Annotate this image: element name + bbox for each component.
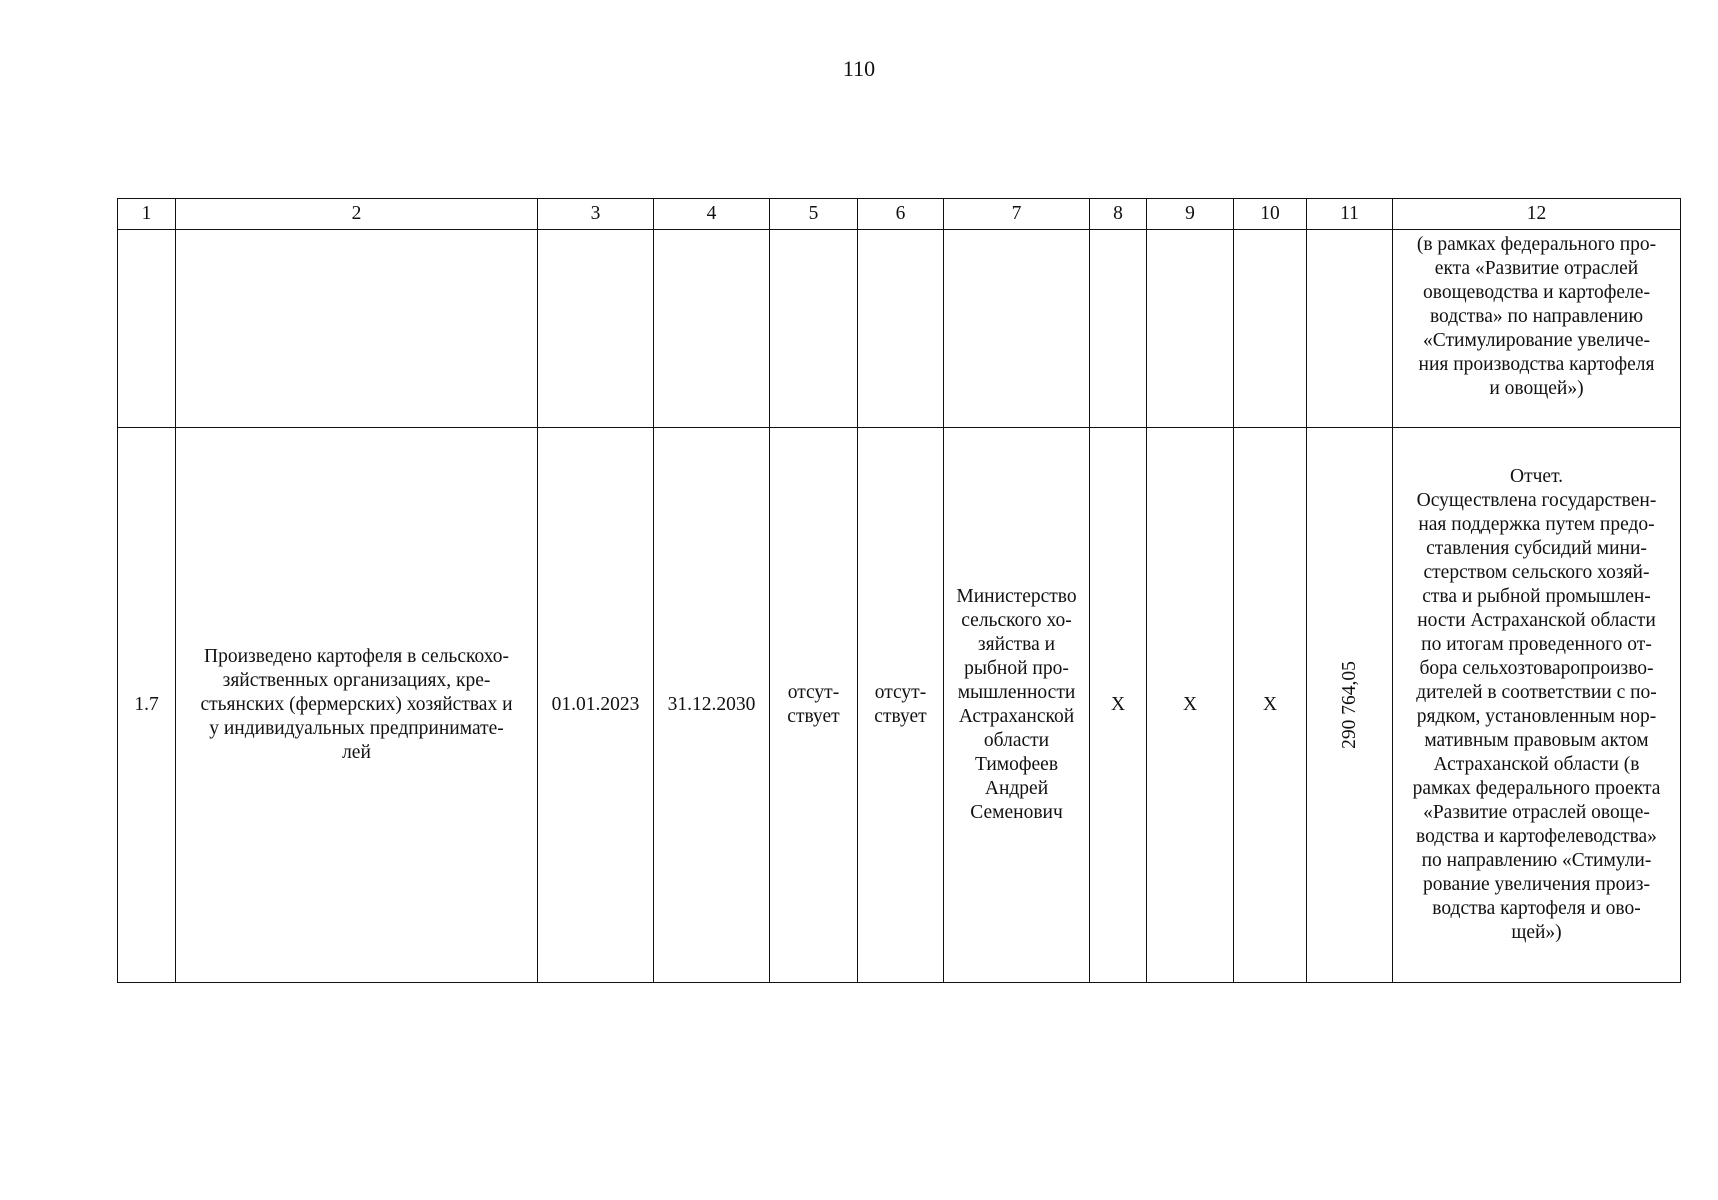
row-amount: 290 764,05 xyxy=(1338,661,1360,749)
cont-cell-7 xyxy=(944,230,1090,428)
cont-cell-10 xyxy=(1234,230,1307,428)
cont-cell-2 xyxy=(176,230,538,428)
row-col10: X xyxy=(1234,428,1307,983)
continuation-report-text: (в рамках федерального про- екта «Развитие отраслей овощеводства и картофеле- водства» по направлению «Стимулирование увеличе- ния производства картофеля и овощей») xyxy=(1393,230,1681,428)
row-description: Произведено картофеля в сельскохо- зяйственных организациях, кре- стьянских (фермерских) хозяйствах и у индивидуальных предпринимате- лей xyxy=(176,428,538,983)
row-start-date: 01.01.2023 xyxy=(538,428,654,983)
column-header-1: 1 xyxy=(118,199,176,230)
row-amount-wrap xyxy=(1310,428,1389,982)
continuation-row xyxy=(118,230,1681,428)
cont-cell-9 xyxy=(1147,230,1234,428)
row-col6: отсут- ствует xyxy=(858,428,944,983)
cont-cell-5 xyxy=(770,230,858,428)
row-end-date: 31.12.2030 xyxy=(654,428,770,983)
column-header-6: 6 xyxy=(858,199,944,230)
column-header-11: 11 xyxy=(1307,199,1393,230)
cont-cell-1 xyxy=(118,230,176,428)
column-header-7: 7 xyxy=(944,199,1090,230)
column-number-row xyxy=(118,199,1681,230)
column-header-12: 12 xyxy=(1393,199,1681,230)
column-header-9: 9 xyxy=(1147,199,1234,230)
row-col8: X xyxy=(1090,428,1147,983)
cont-cell-6 xyxy=(858,230,944,428)
cont-cell-3 xyxy=(538,230,654,428)
row-report: Отчет. Осуществлена государствен- ная поддержка путем предо- ставления субсидий мини- стерством сельского хозяй- ства и рыбной промышлен- ности Астраханской области по итогам проведенного от- бора сельхозтоваропроизво- дителей в соответствии с по- рядком, установленным нор- мативным правовым актом Астраханской области (в рамках федерального проекта «Развитие отраслей овоще- водства и картофелеводства» по направлению «Стимули- рование увеличения произ- водства картофеля и ово- щей») xyxy=(1393,428,1681,983)
plan-table xyxy=(117,198,1681,983)
column-header-5: 5 xyxy=(770,199,858,230)
row-col5: отсут- ствует xyxy=(770,428,858,983)
column-header-2: 2 xyxy=(176,199,538,230)
column-header-3: 3 xyxy=(538,199,654,230)
column-header-8: 8 xyxy=(1090,199,1147,230)
row-responsible: Министерство сельского хо- зяйства и рыбной про- мышленности Астраханской области Тимофеев Андрей Семенович xyxy=(944,428,1090,983)
row-col9: X xyxy=(1147,428,1234,983)
row-number: 1.7 xyxy=(118,428,176,983)
table-row xyxy=(118,428,1681,983)
column-header-10: 10 xyxy=(1234,199,1307,230)
column-header-4: 4 xyxy=(654,199,770,230)
page-number: 110 xyxy=(842,56,876,81)
row-amount-cell xyxy=(1307,428,1393,983)
cont-cell-8 xyxy=(1090,230,1147,428)
cont-cell-4 xyxy=(654,230,770,428)
cont-cell-11 xyxy=(1307,230,1393,428)
